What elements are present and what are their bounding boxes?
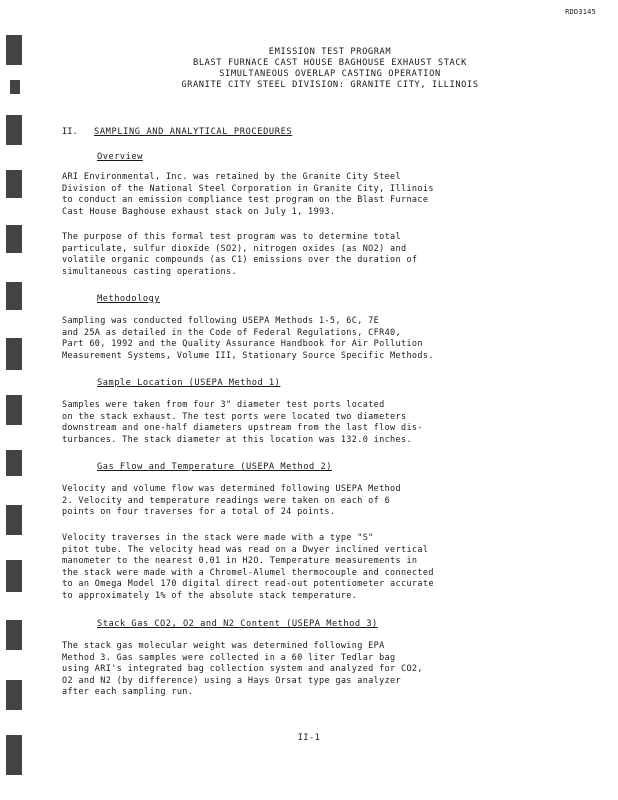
document-id: RDD3145: [565, 8, 596, 16]
paragraph-sample-location: Samples were taken from four 3" diameter test ports located on the stack exhaust. The test ports were located two diameters downstream and one-half diameters upstream from the last flow dis- turbances. The stack diameter at this location was 132.0 inches.: [62, 400, 423, 445]
scan-binding-marks: [0, 20, 30, 790]
paragraph-methodology: Sampling was conducted following USEPA Methods 1-5, 6C, 7E and 25A as detailed in the Code of Federal Regulations, CFR40, Part 60, 1992 and the Quality Assurance Handbook for Air Pollution Measurement Systems, Volume III, Stationary Source Specific Methods.: [62, 316, 434, 361]
subheading-gas-flow: Gas Flow and Temperature (USEPA Method 2): [97, 462, 332, 472]
paragraph-gas-flow-2: Velocity traverses in the stack were made with a type "S" pitot tube. The velocity head was read on a Dwyer inclined vertical manometer to the nearest 0.01 in H2O. Temperature measurements in the stack were made with a Chromel-Alumel thermocouple and connected to an Omega Model 170 digital direct read-out potentiometer accurate to approximately 1% of the absolute stack temperature.: [62, 533, 434, 601]
paragraph-overview-1: ARI Environmental, Inc. was retained by the Granite City Steel Division of the National Steel Corporation in Granite City, Illinois to conduct an emission compliance test program on the Blast Furnace Cast House Baghouse exhaust stack on July 1, 1993.: [62, 172, 434, 217]
subheading-stack-gas: Stack Gas CO2, O2 and N2 Content (USEPA Method 3): [97, 619, 378, 629]
header-line-1: EMISSION TEST PROGRAM: [268, 47, 392, 57]
section-title: SAMPLING AND ANALYTICAL PROCEDURES: [94, 127, 293, 137]
paragraph-gas-flow-1: Velocity and volume flow was determined following USEPA Method 2. Velocity and temperature readings were taken on each of 6 points on four traverses for a total of 24 points.: [62, 484, 401, 518]
header-line-3: SIMULTANEOUS OVERLAP CASTING OPERATION: [219, 69, 441, 79]
paragraph-stack-gas: The stack gas molecular weight was determined following EPA Method 3. Gas samples were collected in a 60 liter Tedlar bag using ARI's integrated bag collection system and analyzed for CO2, O2 and N2 (by difference) using a Hays Orsat type gas analyzer after each sampling run.: [62, 641, 423, 698]
section-heading: [62, 127, 292, 137]
section-number: II.: [62, 127, 78, 137]
paragraph-overview-2: The purpose of this formal test program was to determine total particulate, sulfur dioxide (SO2), nitrogen oxides (as NO2) and volatile organic compounds (as C1) emissions over the duration of simultaneous casting operations.: [62, 232, 418, 277]
header-line-2: BLAST FURNACE CAST HOUSE BAGHOUSE EXHAUST STACK: [192, 58, 468, 68]
header-line-4: GRANITE CITY STEEL DIVISION: GRANITE CITY, ILLINOIS: [181, 80, 479, 90]
page-number: II-1: [297, 733, 321, 743]
subheading-sample-location: Sample Location (USEPA Method 1): [97, 378, 281, 388]
subheading-overview: Overview: [97, 152, 143, 162]
subheading-methodology: Methodology: [97, 294, 161, 304]
